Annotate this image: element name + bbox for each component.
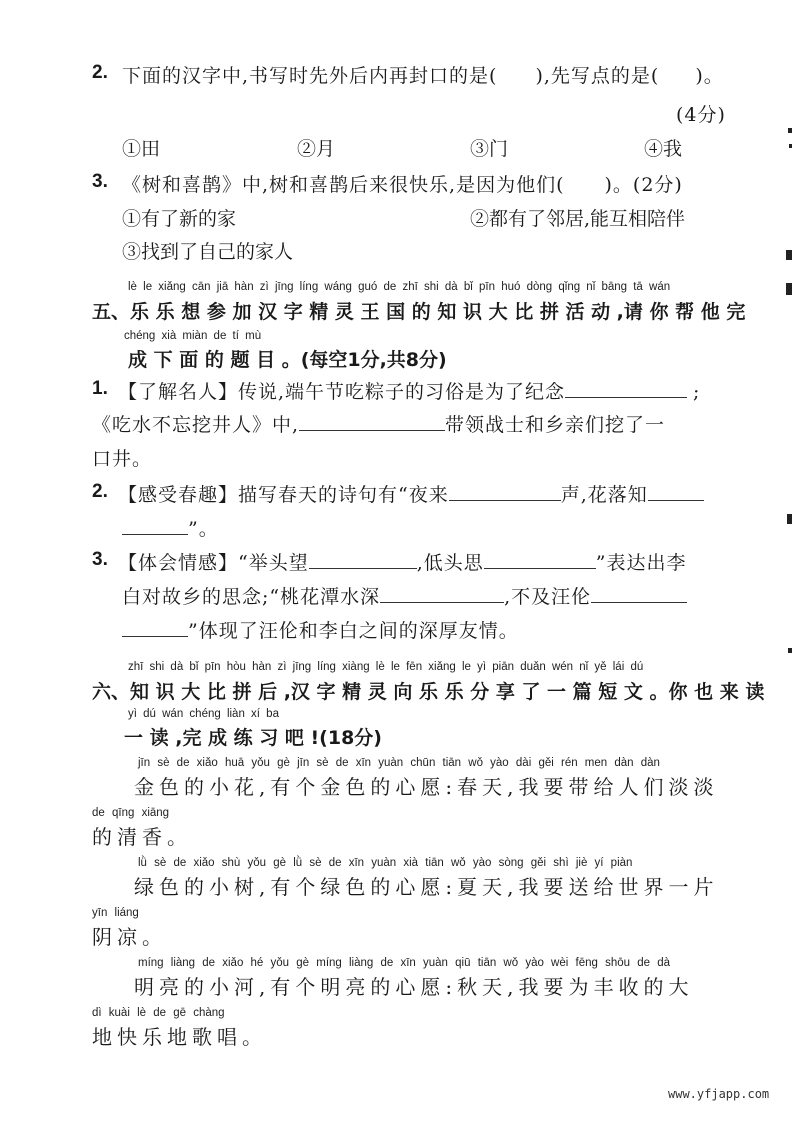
section-6-title-line-1: 六、知 识 大 比 拼 后 ,汉 字 精 灵 向 乐 乐 分 享 了 一 篇 短 文 。你 也 来 读 — [92, 681, 765, 703]
section-5-pinyin-1: lè le xiǎng cān jiā hàn zì jīng líng wáng guó de zhī shi dà bǐ pīn huó dòng qǐng nǐ bāng tā wán — [128, 281, 671, 293]
question-2-text-b: ),先写点的是( — [535, 65, 660, 87]
question-2-number: 2. — [92, 62, 108, 83]
q3-option-2[interactable]: ②都有了邻居,能互相陪伴 — [470, 208, 686, 230]
passage-line-3: 绿色的小树,有个绿色的心愿:夏天,我要送给世界一片 — [134, 875, 719, 899]
question-2-text-a: 下面的汉字中,书写时先外后内再封口的是( — [122, 65, 498, 87]
s5-q2-number: 2. — [92, 481, 108, 502]
edge-mark — [787, 514, 792, 524]
question-3-number: 3. — [92, 171, 108, 192]
section-5-pinyin-2: chéng xià miàn de tí mù — [124, 330, 262, 342]
s5-q3-blank-3[interactable] — [380, 584, 504, 603]
passage-pinyin-2: de qīng xiāng — [92, 807, 170, 819]
passage-pinyin-4: yīn liáng — [92, 907, 139, 919]
question-3-text — [122, 170, 683, 197]
s5-q1-line-1 — [118, 377, 700, 404]
s5-q2-blank-1[interactable] — [449, 482, 561, 501]
section-5-title-line-1: 五、乐 乐 想 参 加 汉 字 精 灵 王 国 的 知 识 大 比 拼 活 动 ,请 你 帮 他 完 — [92, 301, 746, 323]
q3-option-1[interactable]: ①有了新的家 — [122, 208, 237, 230]
s5-q2-blank-2a[interactable] — [648, 482, 704, 501]
s5-q3-text-c: ”表达出李 — [595, 552, 687, 574]
s5-q3-text-a: 【体会情感】“举头望 — [118, 552, 309, 574]
s5-q1-text-b: ; — [693, 381, 701, 403]
section-6-title-line-2: 一 读 ,完 成 练 习 吧 !(18分) — [124, 727, 382, 749]
section-5-title-line-2: 成 下 面 的 题 目 。(每空1分,共8分) — [128, 349, 447, 371]
s5-q1-line-2 — [92, 410, 665, 437]
passage-line-6: 地快乐地歌唱。 — [92, 1025, 267, 1049]
s5-q3-text-f: ”体现了汪伦和李白之间的深厚友情。 — [188, 620, 519, 642]
s5-q1-text-d: 带领战士和乡亲们挖了一 — [445, 414, 666, 436]
s5-q1-text-c: 《吃水不忘挖井人》中, — [92, 414, 300, 436]
passage-pinyin-5: míng liàng de xiǎo hé yǒu gè míng liàng de xīn yuàn qiū tiān wǒ yào wèi fēng shōu de dà — [138, 957, 670, 969]
s5-q2-line-2 — [122, 514, 219, 541]
passage-line-1: 金色的小花,有个金色的心愿:春天,我要带给人们淡淡 — [134, 775, 719, 799]
edge-mark — [788, 128, 792, 133]
s5-q3-blank-4a[interactable] — [591, 584, 687, 603]
passage-pinyin-3: lǜ sè de xiǎo shù yǒu gè lǜ sè de xīn yuàn xià tiān wǒ yào sòng gěi shì jiè yí piàn — [138, 857, 633, 869]
s5-q3-blank-2[interactable] — [484, 550, 596, 569]
s5-q2-text-c: ”。 — [188, 518, 219, 540]
s5-q1-text-a: 【了解名人】传说,端午节吃粽子的习俗是为了纪念 — [118, 381, 566, 403]
s5-q3-text-e: ,不及汪伦 — [504, 586, 592, 608]
s5-q3-line-1 — [118, 548, 686, 575]
passage-line-2: 的清香。 — [92, 825, 192, 849]
question-3-text-a: 《树和喜鹊》中,树和喜鹊后来很快乐,是因为他们( — [122, 174, 565, 196]
question-3-text-b: )。(2分) — [604, 174, 683, 196]
s5-q2-blank-2b[interactable] — [122, 516, 188, 535]
option-4[interactable]: ④我 — [644, 138, 683, 160]
s5-q1-blank-1[interactable] — [565, 379, 687, 398]
s5-q2-text-b: 声,花落知 — [560, 484, 648, 506]
s5-q2-text-a: 【感受春趣】描写春天的诗句有“夜来 — [118, 484, 449, 506]
s5-q1-number: 1. — [92, 378, 108, 399]
option-3[interactable]: ③门 — [470, 138, 509, 160]
s5-q3-line-2 — [122, 582, 687, 609]
s5-q3-blank-1[interactable] — [309, 550, 417, 569]
passage-pinyin-1: jīn sè de xiǎo huā yǒu gè jīn sè de xīn yuàn chūn tiān wǒ yào dài gěi rén men dàn dàn — [138, 757, 660, 769]
option-1[interactable]: ①田 — [122, 138, 161, 160]
question-2-text-c: )。 — [695, 65, 724, 87]
q3-option-3[interactable]: ③找到了自己的家人 — [122, 241, 294, 263]
s5-q3-text-d: 白对故乡的思念;“桃花潭水深 — [122, 586, 381, 608]
s5-q1-blank-2[interactable] — [299, 412, 445, 431]
section-6-pinyin-1: zhī shi dà bǐ pīn hòu hàn zì jīng líng xiàng lè le fēn xiǎng le yì piān duǎn wén nǐ yě lái dú — [128, 661, 644, 673]
s5-q3-line-3 — [122, 616, 519, 643]
watermark-text: www.yfjapp.com — [668, 1087, 770, 1101]
edge-mark — [789, 144, 792, 148]
question-2-text — [122, 61, 724, 88]
s5-q1-text-e: 口井。 — [92, 448, 153, 470]
edge-mark — [786, 283, 792, 295]
section-6-pinyin-2: yì dú wán chéng liàn xí ba — [128, 708, 279, 720]
passage-pinyin-6: dì kuài lè de gē chàng — [92, 1007, 225, 1019]
s5-q3-number: 3. — [92, 549, 108, 570]
s5-q2-line-1 — [118, 480, 704, 507]
passage-line-5: 明亮的小河,有个明亮的心愿:秋天,我要为丰收的大 — [134, 975, 694, 999]
edge-mark — [788, 648, 792, 653]
s5-q3-blank-4b[interactable] — [122, 618, 188, 637]
s5-q3-text-b: ,低头思 — [416, 552, 484, 574]
question-2-score: (4分) — [676, 104, 726, 126]
edge-mark — [786, 250, 792, 260]
passage-line-4: 阴凉。 — [92, 925, 167, 949]
option-2[interactable]: ②月 — [297, 138, 336, 160]
